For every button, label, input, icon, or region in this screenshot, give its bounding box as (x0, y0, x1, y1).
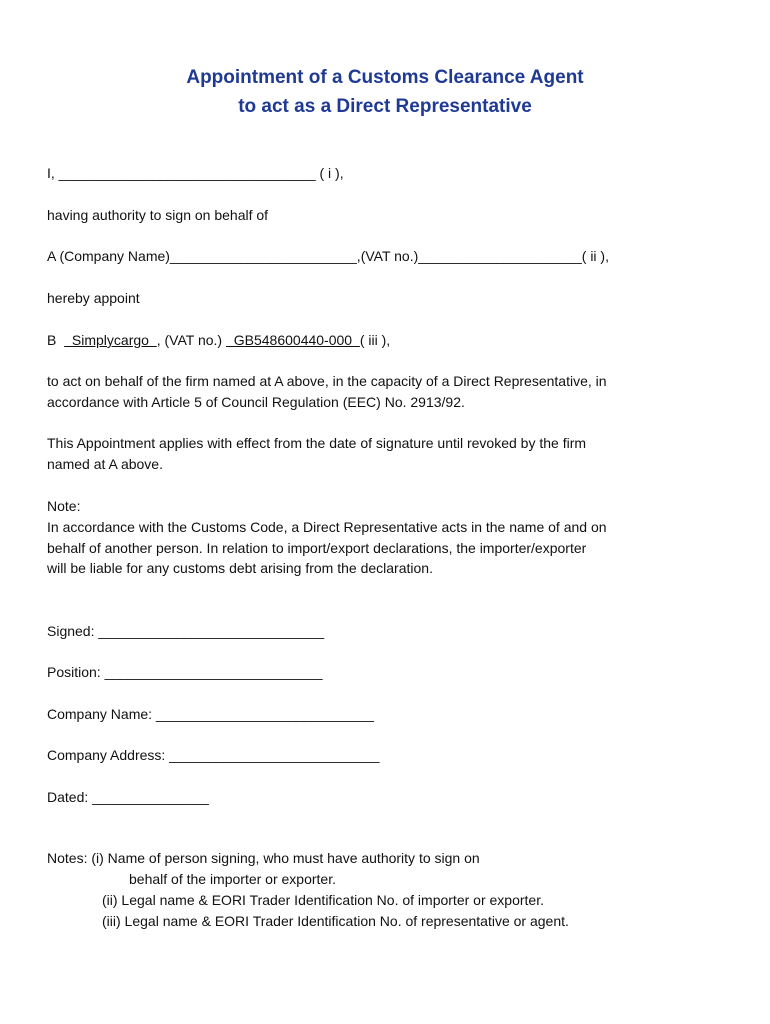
agent-suffix: ( iii ), (359, 332, 391, 348)
agent-name: Simplycargo (64, 332, 157, 348)
hereby-appoint-text: hereby appoint (47, 290, 140, 306)
notes-line-3: (ii) Legal name & EORI Trader Identification No. of importer or exporter. (102, 892, 544, 908)
agent-vat-number: GB548600440-000 (225, 332, 360, 348)
effect-line-1: This Appointment applies with effect from the date of signature until revoked by the firm (47, 435, 587, 451)
notes-line-4: (iii) Legal name & EORI Trader Identification No. of representative or agent. (102, 913, 569, 929)
agent-prefix: B (47, 332, 65, 348)
company-vat-line: A (Company Name)________________________,(VAT no.)_____________________( ii ), (47, 248, 609, 264)
note-line-1: In accordance with the Customs Code, a Direct Representative acts in the name of and on (47, 519, 607, 535)
note-line-2: behalf of another person. In relation to import/export declarations, the importer/exporter (47, 540, 587, 556)
agent-line (47, 330, 390, 351)
signatory-name-line: I, _________________________________ ( i ), (47, 165, 344, 181)
authority-text: having authority to sign on behalf of (47, 207, 269, 223)
note-line-3: will be liable for any customs debt arising from the declaration. (47, 560, 433, 576)
act-on-behalf-line-2: accordance with Article 5 of Council Regulation (EEC) No. 2913/92. (47, 394, 465, 410)
company-name-field: Company Name: ____________________________ (47, 706, 374, 722)
dated-field: Dated: _______________ (47, 789, 209, 805)
notes-line-1: Notes: (i) Name of person signing, who must have authority to sign on (47, 850, 480, 866)
act-on-behalf-line-1: to act on behalf of the firm named at A above, in the capacity of a Direct Representative, in (47, 373, 607, 389)
effect-line-2: named at A above. (47, 456, 163, 472)
notes-line-2: behalf of the importer or exporter. (129, 871, 336, 887)
position-field: Position: ____________________________ (47, 664, 323, 680)
company-address-field: Company Address: ___________________________ (47, 747, 380, 763)
note-label: Note: (47, 498, 81, 514)
signed-field: Signed: _____________________________ (47, 623, 325, 639)
document-title-line-2: to act as a Direct Representative (238, 96, 532, 117)
document-title-line-1: Appointment of a Customs Clearance Agent (186, 67, 584, 88)
agent-vat-label: , (VAT no.) (156, 332, 226, 348)
